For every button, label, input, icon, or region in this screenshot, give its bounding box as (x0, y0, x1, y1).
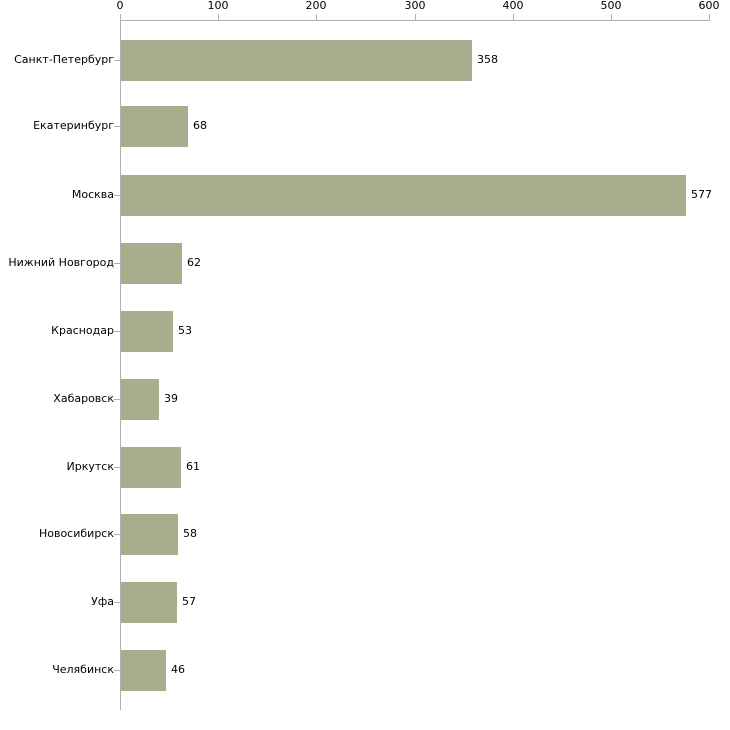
category-label: Нижний Новгород (8, 256, 114, 269)
bar-value-label: 46 (171, 663, 185, 676)
bar-segment[interactable] (121, 650, 166, 691)
y-tick-mark (114, 399, 120, 400)
x-tick-mark (120, 14, 121, 20)
y-axis-labels (0, 0, 114, 730)
bar-value-label: 53 (178, 324, 192, 337)
x-tick-label: 600 (698, 0, 720, 12)
x-tick-label: 200 (305, 0, 327, 12)
bar-segment[interactable] (121, 447, 181, 488)
category-label: Краснодар (51, 324, 114, 337)
x-axis-line (120, 20, 710, 21)
bar-value-label: 358 (477, 53, 498, 66)
bar-segment[interactable] (121, 243, 182, 284)
x-tick-mark (316, 14, 317, 20)
x-tick-mark (611, 14, 612, 20)
category-label: Санкт-Петербург (14, 53, 114, 66)
x-tick-mark (415, 14, 416, 20)
y-tick-mark (114, 670, 120, 671)
bar-segment[interactable] (121, 175, 686, 216)
category-label: Иркутск (66, 460, 114, 473)
bar-value-label: 39 (164, 392, 178, 405)
category-label: Хабаровск (53, 392, 114, 405)
bar-segment[interactable] (121, 40, 472, 81)
y-tick-mark (114, 534, 120, 535)
x-tick-label: 100 (207, 0, 229, 12)
y-tick-mark (114, 331, 120, 332)
category-label: Москва (71, 188, 114, 201)
y-tick-mark (114, 126, 120, 127)
bar-value-label: 58 (183, 527, 197, 540)
bar-segment[interactable] (121, 106, 188, 147)
y-tick-mark (114, 467, 120, 468)
bar-value-label: 68 (193, 119, 207, 132)
x-tick-mark (513, 14, 514, 20)
bar-segment[interactable] (121, 582, 177, 623)
bar-value-label: 62 (187, 256, 201, 269)
y-tick-mark (114, 60, 120, 61)
bar-segment[interactable] (121, 311, 173, 352)
category-label: Екатеринбург (33, 119, 114, 132)
bar-segment[interactable] (121, 514, 178, 555)
x-tick-label: 300 (404, 0, 426, 12)
y-tick-mark (114, 195, 120, 196)
category-label: Челябинск (52, 663, 114, 676)
x-tick-mark (218, 14, 219, 20)
y-tick-mark (114, 263, 120, 264)
bar-value-label: 57 (182, 595, 196, 608)
category-label: Уфа (91, 595, 114, 608)
x-tick-label: 0 (116, 0, 124, 12)
bar-value-label: 61 (186, 460, 200, 473)
bar-segment[interactable] (121, 379, 159, 420)
bar-value-label: 577 (691, 188, 712, 201)
x-tick-mark (709, 14, 710, 20)
x-tick-label: 400 (502, 0, 524, 12)
y-tick-mark (114, 602, 120, 603)
x-tick-label: 500 (600, 0, 622, 12)
category-label: Новосибирск (38, 527, 114, 540)
